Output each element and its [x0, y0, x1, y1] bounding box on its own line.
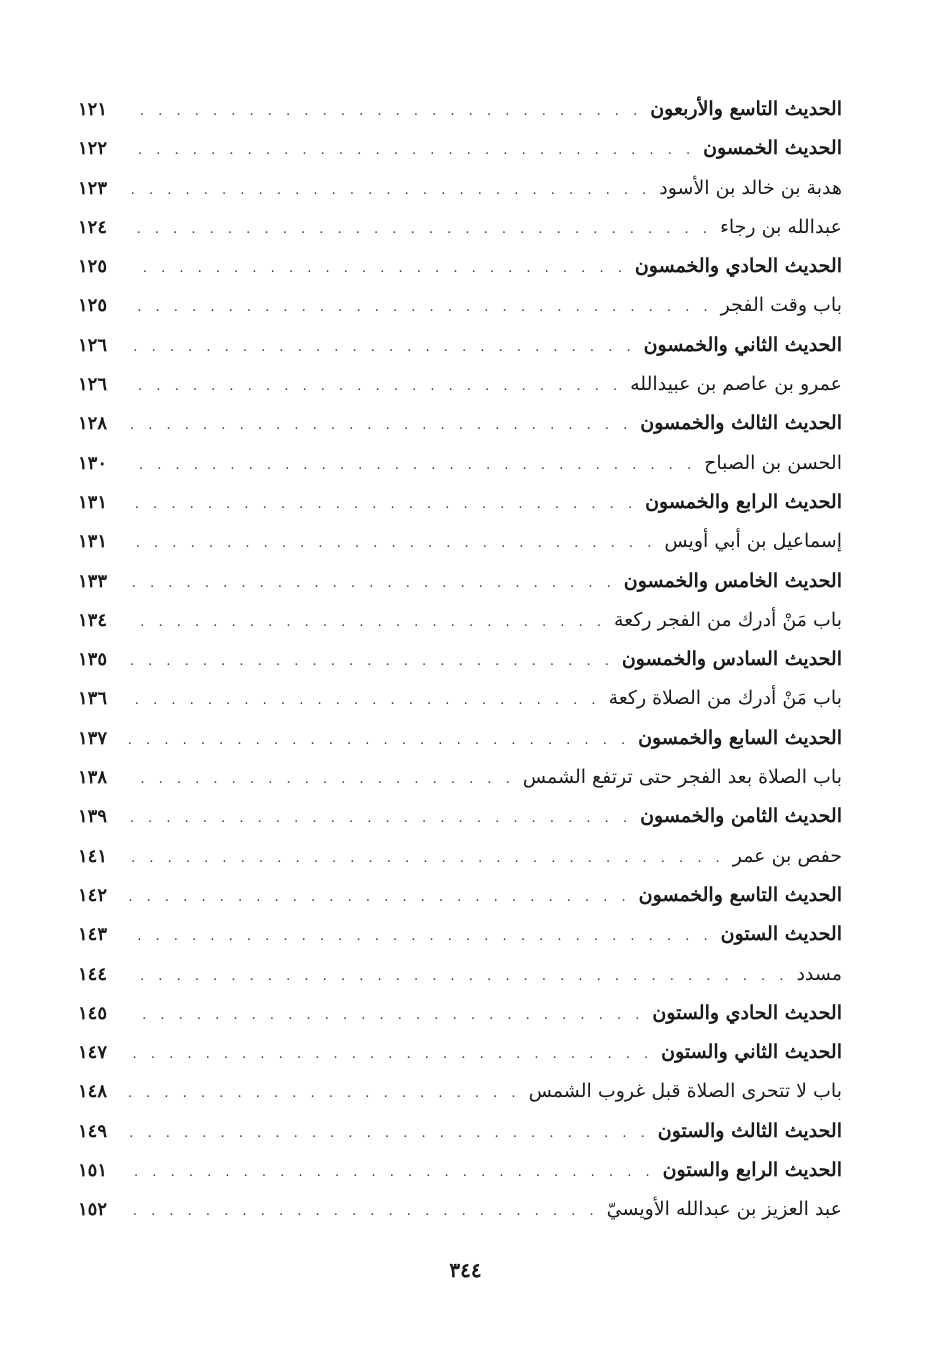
toc-leader-dots	[128, 1035, 653, 1072]
toc-row[interactable]	[78, 522, 842, 561]
toc-entry-page: ١٤٢	[78, 884, 108, 906]
toc-entry-title: الحديث الثاني والخمسون	[643, 333, 842, 356]
toc-row[interactable]	[78, 169, 842, 208]
toc-leader-dots	[128, 603, 606, 640]
toc-entry-page: ١٥١	[78, 1160, 108, 1182]
toc-leader-dots	[128, 799, 632, 836]
toc-row[interactable]	[78, 208, 842, 247]
toc-entry-page: ١٤٩	[78, 1120, 108, 1142]
toc-entry-page: ١٢٦	[78, 374, 108, 396]
toc-row[interactable]	[78, 562, 842, 601]
toc-row[interactable]	[78, 247, 842, 286]
toc-row[interactable]	[78, 483, 842, 522]
toc-entry-title: الحديث التاسع والأربعون	[650, 98, 842, 120]
toc-leader-dots	[128, 288, 713, 325]
toc-entry-title: الحديث الخمسون	[703, 137, 842, 160]
toc-entry-page: ١٣٩	[78, 806, 108, 828]
toc-entry-title: حفص بن عمر	[732, 844, 842, 867]
toc-entry-page: ١٢١	[78, 99, 108, 120]
toc-leader-dots	[128, 681, 601, 718]
toc-entry-title: إسماعيل بن أبي أويس	[664, 530, 842, 553]
toc-leader-dots	[128, 1114, 650, 1151]
toc-entry-page: ١٢٨	[78, 413, 108, 435]
toc-entry-title: الحديث الخامس والخمسون	[623, 569, 842, 592]
toc-entry-page: ١٤٤	[78, 963, 108, 985]
toc-entry-page: ١٣٤	[78, 609, 108, 631]
toc-row[interactable]	[78, 955, 842, 994]
toc-row[interactable]	[78, 1151, 842, 1190]
toc-entry-title: الحديث التاسع والخمسون	[638, 883, 842, 906]
toc-entry-title: باب مَنْ أدرك من الفجر ركعة	[613, 608, 842, 631]
toc-leader-dots	[128, 1153, 655, 1190]
toc-row[interactable]	[78, 719, 842, 758]
toc-row[interactable]	[78, 1033, 842, 1072]
toc-entry-title: باب الصلاة بعد الفجر حتى ترتفع الشمس	[522, 766, 842, 789]
toc-leader-dots	[128, 721, 630, 758]
toc-leader-dots	[128, 839, 725, 876]
toc-entry-title: الحديث الرابع والخمسون	[645, 490, 842, 513]
toc-leader-dots	[128, 171, 651, 208]
toc-entry-title: الحديث الحادي والستون	[652, 1001, 842, 1024]
toc-entry-title: الحديث الثالث والخمسون	[640, 412, 842, 435]
toc-entry-title: الحديث الستون	[720, 923, 842, 946]
toc-entry-title: الحديث الثامن والخمسون	[640, 805, 842, 828]
toc-leader-dots	[128, 917, 713, 954]
toc-row[interactable]	[78, 679, 842, 718]
toc-entry-title: باب مَنْ أدرك من الصلاة ركعة	[608, 687, 842, 710]
toc-leader-dots	[128, 957, 788, 994]
toc-entry-title: الحديث السابع والخمسون	[638, 726, 842, 749]
toc-leader-dots	[128, 1074, 521, 1111]
toc-entry-title: الحديث الثالث والستون	[657, 1119, 842, 1142]
toc-entry-page: ١٢٥	[78, 295, 108, 317]
toc-entry-page: ١٢٥	[78, 256, 108, 278]
toc-row[interactable]	[78, 365, 842, 404]
toc-entry-title: باب لا تتحرى الصلاة قبل غروب الشمس	[528, 1080, 842, 1103]
toc-entry-page: ١٢٦	[78, 334, 108, 356]
page-number: ٣٤٤	[449, 1258, 482, 1282]
toc-entry-page: ١٥٢	[78, 1199, 108, 1221]
toc-row[interactable]	[78, 1072, 842, 1111]
toc-entry-title: الحسن بن الصباح	[704, 451, 842, 474]
toc-entry-page: ١٣١	[78, 531, 108, 553]
toc-entry-page: ١٤٣	[78, 924, 108, 946]
toc-entry-page: ١٤١	[78, 845, 108, 867]
toc-entry-page: ١٣٨	[78, 767, 108, 789]
toc-leader-dots	[128, 1192, 599, 1229]
toc-leader-dots	[128, 406, 632, 443]
toc-leader-dots	[128, 328, 636, 365]
toc-leader-dots	[128, 485, 637, 522]
toc-entry-page: ١٢٢	[78, 138, 108, 160]
toc-row[interactable]	[78, 758, 842, 797]
toc-entry-page: ١٣٧	[78, 727, 108, 749]
toc-entry-page: ١٢٤	[78, 216, 108, 238]
toc-row[interactable]	[78, 601, 842, 640]
toc-row[interactable]	[78, 640, 842, 679]
toc-leader-dots	[128, 249, 627, 286]
toc-row[interactable]	[78, 1112, 842, 1151]
toc-row[interactable]	[78, 90, 842, 129]
toc-row[interactable]	[78, 129, 842, 168]
toc-leader-dots	[128, 760, 515, 797]
toc-row[interactable]	[78, 797, 842, 836]
toc-entry-title: عبد العزيز بن عبدالله الأويسيّ	[606, 1198, 842, 1221]
toc-entry-title: باب وقت الفجر	[720, 294, 842, 317]
toc-entry-page: ١٣٠	[78, 452, 108, 474]
toc-entry-page: ١٤٥	[78, 1002, 108, 1024]
toc-row[interactable]	[78, 404, 842, 443]
toc-row[interactable]	[78, 837, 842, 876]
toc-entry-page: ١٣١	[78, 491, 108, 513]
toc-leader-dots	[128, 642, 614, 679]
toc-row[interactable]	[78, 1190, 842, 1229]
toc-entry-title: مسدد	[796, 962, 842, 985]
toc-leader-dots	[128, 131, 695, 168]
toc-entry-title: عبدالله بن رجاء	[719, 215, 842, 238]
toc-entry-page: ١٤٨	[78, 1081, 108, 1103]
toc-entry-title: الحديث الحادي والخمسون	[634, 255, 842, 278]
toc-leader-dots	[128, 524, 656, 561]
toc-leader-dots	[128, 564, 616, 601]
toc-row[interactable]	[78, 876, 842, 915]
toc-entry-title: الحديث الثاني والستون	[661, 1041, 842, 1064]
toc-row[interactable]	[78, 326, 842, 365]
toc-entry-title: هدبة بن خالد بن الأسود	[659, 176, 842, 199]
toc-row[interactable]	[78, 994, 842, 1033]
toc-entry-page: ١٤٧	[78, 1042, 108, 1064]
toc-entry-page: ١٣٥	[78, 649, 108, 671]
toc-entry-page: ١٣٣	[78, 570, 108, 592]
toc-entry-title: عمرو بن عاصم بن عبيدالله	[630, 373, 842, 396]
toc-leader-dots	[128, 996, 644, 1033]
toc-leader-dots	[128, 446, 696, 483]
toc-entry-page: ١٣٦	[78, 688, 108, 710]
toc-entry-title: الحديث الرابع والستون	[662, 1159, 842, 1182]
toc-leader-dots	[128, 210, 712, 247]
toc-row[interactable]	[78, 915, 842, 954]
toc-entry-title: الحديث السادس والخمسون	[621, 648, 842, 671]
toc-row[interactable]	[78, 286, 842, 325]
toc-entry-page: ١٢٣	[78, 177, 108, 199]
table-of-contents	[78, 90, 842, 1230]
toc-row[interactable]	[78, 444, 842, 483]
toc-leader-dots	[128, 367, 622, 404]
toc-leader-dots	[128, 92, 642, 129]
toc-leader-dots	[128, 878, 631, 915]
